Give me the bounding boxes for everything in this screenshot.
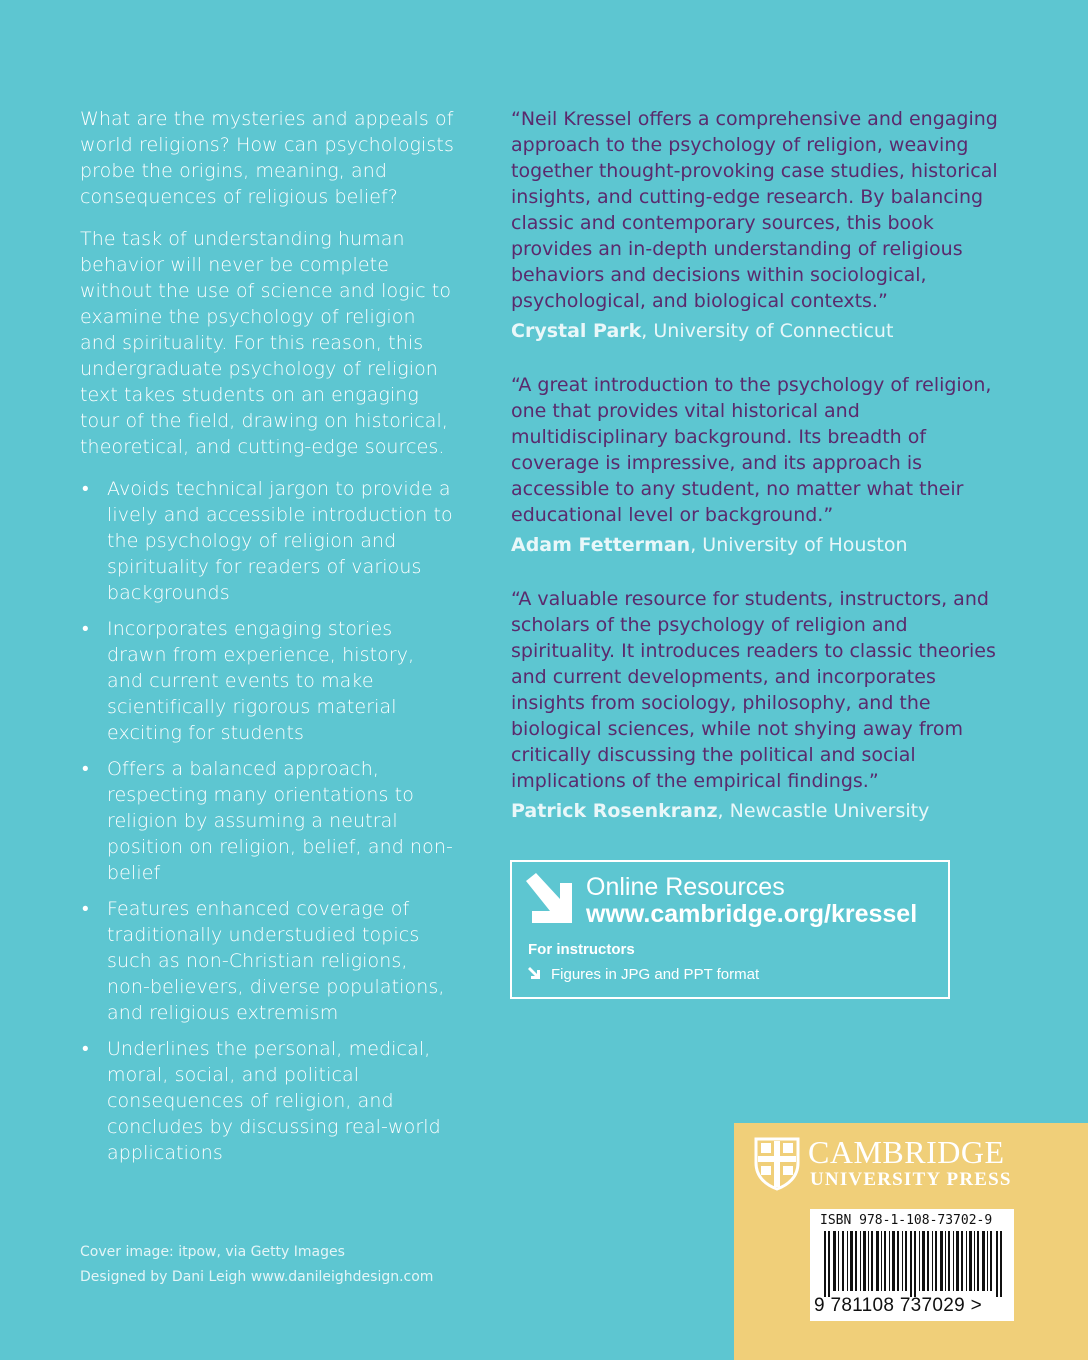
quote-text: “A great introduction to the psychology of religion, one that provides vital historical and multidisciplinary background. Its breadth of coverage is impressive, and its approach is accessible to any student, no matter what their educational level or background.” (511, 374, 992, 526)
barcode-digits: 9 781108 737029 > (814, 1295, 982, 1316)
cover-credit: Cover image: itpow, via Getty Images (80, 1244, 345, 1260)
endorsements-column (505, 106, 1005, 852)
reviewer-affiliation: , Newcastle University (717, 800, 930, 822)
intro-paragraph: What are the mysteries and appeals of world religions? How can psychologists probe the origins, meaning, and consequences of religious belief? (80, 108, 454, 208)
quote-attribution (505, 798, 1005, 824)
isbn-label: ISBN 978-1-108-73702-9 (820, 1213, 993, 1228)
resources-title: Online Resources (586, 873, 785, 901)
bullet-icon: • (82, 1038, 89, 1060)
quote-text: “Neil Kressel offers a comprehensive and engaging approach to the psychology of religion, weaving together thought-provoking case studies, historical insights, and cutting-edge research. By balancing classic and contemporary sources, this book provides an in-depth understanding of religious behaviors and decisions within sociological, psychological, and biological contexts.” (511, 108, 998, 312)
small-arrow-icon (528, 967, 541, 980)
instructors-heading: For instructors (528, 941, 635, 958)
list-item: • Features enhanced coverage of traditionally understudied topics such as non-Christian religions, non-believers, diverse populations, and religious extremism (82, 898, 445, 1024)
resources-url-link[interactable]: www.cambridge.org/kressel (586, 900, 918, 928)
publisher-subname: UNIVERSITY PRESS (810, 1169, 1012, 1190)
reviewer-affiliation: , University of Connecticut (641, 320, 894, 342)
list-item: • Avoids technical jargon to provide a lively and accessible introduction to the psychology of religion and spirituality for readers of various backgrounds (82, 478, 453, 604)
list-item: • Offers a balanced approach, respecting many orientations to religion by assuming a neutral position on religion, belief, and non-belief (82, 758, 453, 884)
quote-attribution (505, 318, 1005, 344)
quote-attribution (505, 532, 1005, 558)
publisher-name: CAMBRIDGE (808, 1134, 1005, 1170)
barcode-bars (816, 1231, 1008, 1297)
reviewer-name: Patrick Rosenkranz (511, 800, 718, 822)
resource-item (528, 966, 759, 983)
resource-item-label: Figures in JPG and PPT format (551, 966, 760, 983)
credits (80, 1240, 433, 1290)
cambridge-shield-icon (754, 1137, 800, 1191)
reviewer-affiliation: , University of Houston (690, 534, 908, 556)
bullet-icon: • (82, 478, 89, 500)
bullet-icon: • (82, 618, 89, 640)
reviewer-name: Adam Fetterman (511, 534, 691, 556)
design-credit: Designed by Dani Leigh www.danileighdesign.com (80, 1269, 434, 1285)
publisher-panel (734, 1123, 1088, 1360)
endorsement (505, 372, 1005, 558)
online-resources-box (510, 860, 950, 999)
feature-list (80, 476, 455, 1166)
bullet-icon: • (82, 898, 89, 920)
bullet-icon: • (82, 758, 89, 780)
quote-text: “A valuable resource for students, instructors, and scholars of the psychology of religion and spirituality. It introduces readers to classic theories and current developments, and incorporates insights from sociology, philosophy, and the biological sciences, while not shying away from critically discussing the political and social implications of the empirical findings.” (511, 588, 996, 792)
list-item: • Underlines the personal, medical, moral, social, and political consequences of religion, and concludes by discussing real-world applications (82, 1038, 441, 1164)
list-item: • Incorporates engaging stories drawn from experience, history, and current events to make scientifically rigorous material exciting for students (82, 618, 415, 744)
reviewer-name: Crystal Park (511, 320, 642, 342)
description-column (80, 106, 455, 1176)
endorsement (505, 586, 1005, 824)
endorsement (505, 106, 1005, 344)
barcode (810, 1209, 1014, 1321)
body-paragraph: The task of understanding human behavior will never be complete without the use of science and logic to examine the psychology of religion and spirituality. For this reason, this undergraduate psychology of religion text takes students on an engaging tour of the field, drawing on historical, theoretical, and cutting-edge sources. (80, 228, 452, 458)
arrow-icon (526, 873, 572, 923)
